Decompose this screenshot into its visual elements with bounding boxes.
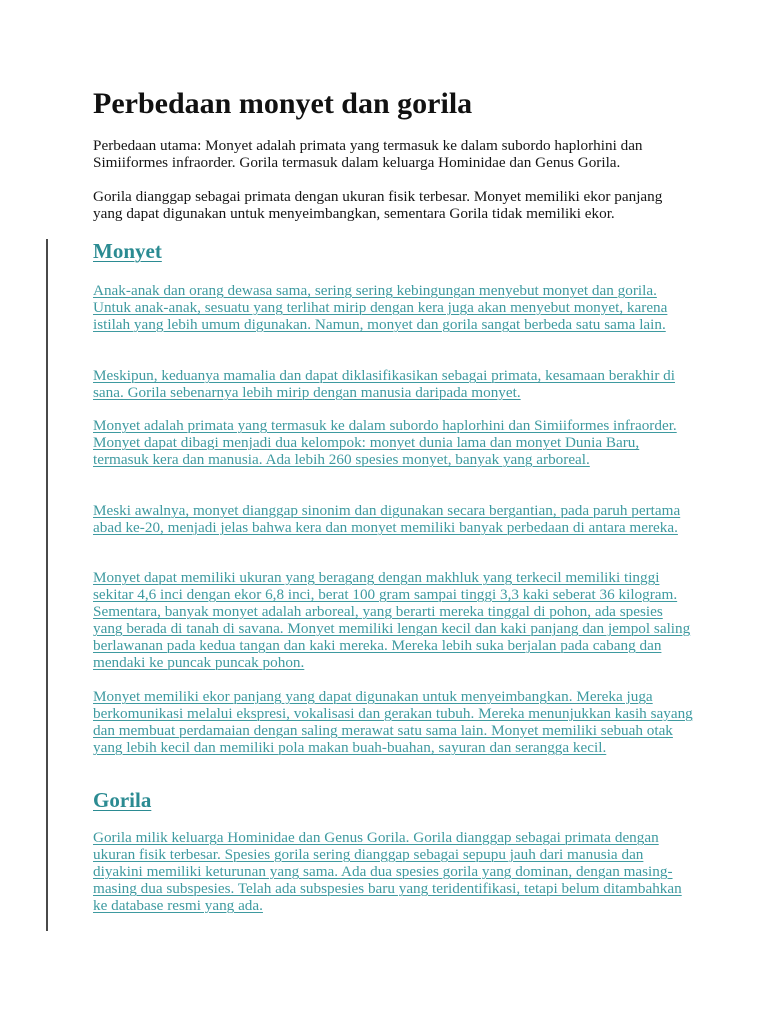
monyet-paragraph-5[interactable]: Monyet dapat memiliki ukuran yang beragang dengan makhluk yang terkecil memiliki tinggi sekitar 4,6 inci dengan ekor 6,8 inci, berat 100 gram sampai tinggi 3,3 kaki seberat 36 kilogram. Sementara, banyak monyet adalah arboreal, yang berarti mereka tinggal di pohon, ada spesies yang berada di tanah di savana. Monyet memiliki lengan kecil dan kaki panjang dan jempol saling berlawanan pada kedua tangan dan kaki mereka. Mereka lebih suka berjalan pada cabang dan mendaki ke puncak puncak pohon.	[93, 569, 691, 671]
section-heading-gorila[interactable]: Gorila	[93, 788, 152, 812]
intro-paragraph-1: Perbedaan utama: Monyet adalah primata yang termasuk ke dalam subordo haplorhini dan Simiiformes infraorder. Gorila termasuk dalam keluarga Hominidae dan Genus Gorila.	[93, 137, 643, 171]
section-heading-monyet[interactable]: Monyet	[93, 239, 162, 263]
gorila-paragraph-1[interactable]: Gorila milik keluarga Hominidae dan Genus Gorila. Gorila dianggap sebagai primata dengan ukuran fisik terbesar. Spesies gorila sering dianggap sebagai sepupu jauh dari manusia dan diyakini memiliki keturunan yang sama. Ada dua spesies gorila yang dominan, dengan masing-masing dua subspesies. Telah ada subspesies baru yang teridentifikasi, tetapi belum ditambahkan ke database resmi yang ada.	[93, 829, 682, 914]
page-title: Perbedaan monyet dan gorila	[93, 87, 473, 120]
intro-paragraph-2: Gorila dianggap sebagai primata dengan ukuran fisik terbesar. Monyet memiliki ekor panjang yang dapat digunakan untuk menyeimbangkan, sementara Gorila tidak memiliki ekor.	[93, 188, 663, 222]
monyet-paragraph-2[interactable]: Meskipun, keduanya mamalia dan dapat diklasifikasikan sebagai primata, kesamaan berakhir di sana. Gorila sebenarnya lebih mirip dengan manusia daripada monyet.	[93, 367, 675, 401]
monyet-paragraph-3[interactable]: Monyet adalah primata yang termasuk ke dalam subordo haplorhini dan Simiiformes infraorder. Monyet dapat dibagi menjadi dua kelompok: monyet dunia lama dan monyet Dunia Baru, termasuk kera dan manusia. Ada lebih 260 spesies monyet, banyak yang arboreal.	[93, 417, 677, 468]
margin-change-bar	[46, 239, 48, 931]
monyet-paragraph-4[interactable]: Meski awalnya, monyet dianggap sinonim dan digunakan secara bergantian, pada paruh pertama abad ke-20, menjadi jelas bahwa kera dan monyet memiliki banyak perbedaan di antara mereka.	[93, 502, 681, 536]
monyet-paragraph-6[interactable]: Monyet memiliki ekor panjang yang dapat digunakan untuk menyeimbangkan. Mereka juga berkomunikasi melalui ekspresi, vokalisasi dan gerakan tubuh. Mereka menunjukkan kasih sayang dan membuat perdamaian dengan saling merawat satu sama lain. Monyet memiliki sebuah otak yang lebih kecil dan memiliki pola makan buah-buahan, sayuran dan serangga kecil.	[93, 688, 693, 756]
monyet-paragraph-1[interactable]: Anak-anak dan orang dewasa sama, sering sering kebingungan menyebut monyet dan gorila. Untuk anak-anak, sesuatu yang terlihat mirip dengan kera juga akan menyebut monyet, karena istilah yang lebih umum digunakan. Namun, monyet dan gorila sangat berbeda satu sama lain.	[93, 282, 668, 333]
